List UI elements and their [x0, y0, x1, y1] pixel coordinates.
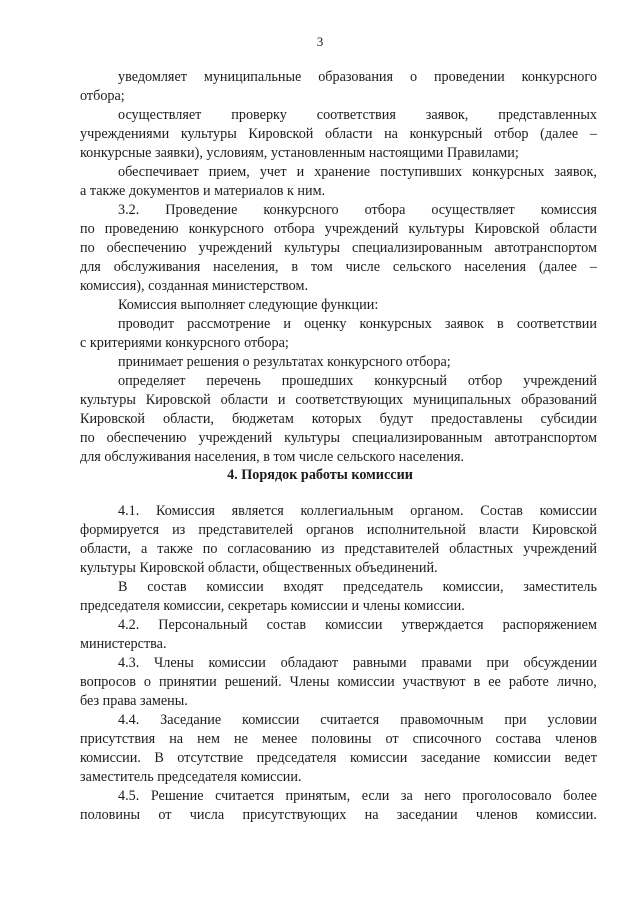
- word: области: [325, 126, 373, 142]
- word: В: [154, 750, 164, 766]
- word: если: [361, 788, 390, 804]
- word: области: [549, 221, 597, 237]
- word: присутствия: [80, 731, 156, 747]
- word: принятии: [158, 674, 217, 690]
- word: участвуют: [402, 674, 466, 690]
- word: списочного: [412, 731, 482, 747]
- word: правами: [421, 655, 472, 671]
- word: присутствующих: [242, 807, 347, 823]
- word: обеспечивает: [118, 164, 199, 180]
- word: проголосовало: [462, 788, 552, 804]
- word: конкурсных: [359, 316, 432, 332]
- word: комиссии: [242, 712, 300, 728]
- word: считается: [215, 788, 274, 804]
- word: –: [589, 126, 597, 142]
- word: области: [220, 392, 269, 408]
- word: прошедших: [281, 373, 354, 389]
- word: для: [80, 259, 101, 275]
- text-line: [80, 239, 597, 258]
- text-line: Комиссия выполняет следующие функции:: [118, 297, 379, 313]
- word: комиссии: [349, 750, 408, 766]
- word: обсуждении: [523, 655, 597, 671]
- word: учет: [259, 164, 287, 180]
- word: входят: [283, 579, 324, 595]
- word: специализированным: [352, 240, 483, 256]
- word: Кировской: [145, 392, 211, 408]
- word: принятым,: [285, 788, 351, 804]
- word: исполнительной: [366, 522, 466, 538]
- word: и: [296, 164, 305, 180]
- text-line: [118, 106, 597, 125]
- word: автотранспортом: [494, 240, 597, 256]
- word: ее: [488, 674, 501, 690]
- text-line: [118, 711, 597, 730]
- word: него: [424, 788, 451, 804]
- word: председатель: [343, 579, 423, 595]
- word: органом.: [410, 503, 464, 519]
- word: половины: [311, 731, 372, 747]
- text-line: [118, 502, 597, 521]
- word: согласованию: [227, 541, 312, 557]
- text-line: [118, 616, 597, 635]
- word: областных: [449, 541, 514, 557]
- word: муниципальных: [412, 392, 512, 408]
- word: вопросов: [80, 674, 136, 690]
- word: состав: [266, 617, 307, 633]
- word: по: [80, 221, 95, 237]
- word: Члены: [289, 674, 330, 690]
- word: В: [118, 579, 128, 595]
- word: 4.1.: [118, 503, 140, 519]
- word: Кировской: [531, 522, 597, 538]
- word: правомочным: [400, 712, 484, 728]
- text-line: принимает решения о результатах конкурсного отбора;: [118, 354, 451, 370]
- word: представленных: [498, 107, 597, 123]
- word: 4.2.: [118, 617, 140, 633]
- word: власти: [478, 522, 519, 538]
- word: перечень: [206, 373, 261, 389]
- word: за: [400, 788, 413, 804]
- text-line: [118, 68, 597, 87]
- word: обеспечению: [106, 240, 187, 256]
- word: –: [589, 259, 597, 275]
- word: комиссии.: [536, 807, 597, 823]
- word: заявок,: [554, 164, 597, 180]
- text-line: [80, 749, 597, 768]
- word: формируется: [80, 522, 160, 538]
- word: более: [563, 788, 597, 804]
- text-line: [118, 163, 597, 182]
- word: условии: [547, 712, 597, 728]
- word: при: [504, 712, 527, 728]
- word: соответствия: [316, 107, 396, 123]
- word: в: [473, 674, 481, 690]
- section-heading: 4. Порядок работы комиссии: [227, 467, 413, 483]
- word: от: [385, 731, 399, 747]
- word: сельского: [392, 259, 452, 275]
- word: области,: [162, 411, 214, 427]
- word: на: [169, 731, 184, 747]
- word: обеспечению: [106, 430, 187, 446]
- word: равными: [352, 655, 407, 671]
- word: автотранспортом: [494, 430, 597, 446]
- word: комиссии: [539, 503, 597, 519]
- text-line: [80, 429, 597, 448]
- word: по: [80, 240, 95, 256]
- word: культуры: [408, 221, 465, 237]
- word: прием,: [208, 164, 250, 180]
- text-line: конкурсные заявки), условиям, установленным настоящими Правилами;: [80, 145, 519, 161]
- text-line: [118, 654, 597, 673]
- word: комиссии: [337, 674, 395, 690]
- word: осуществляет: [431, 202, 515, 218]
- word: Состав: [480, 503, 523, 519]
- word: хранение: [314, 164, 371, 180]
- word: учреждений: [198, 430, 273, 446]
- word: в: [291, 259, 299, 275]
- text-line: без права замены.: [80, 693, 188, 709]
- word: бюджетам: [231, 411, 294, 427]
- word: по: [80, 430, 95, 446]
- word: уведомляет: [118, 69, 187, 85]
- word: учреждений: [523, 373, 597, 389]
- word: (далее: [538, 259, 577, 275]
- word: оценку: [304, 316, 347, 332]
- word: комиссии,: [442, 579, 504, 595]
- text-line: с критериями конкурсного отбора;: [80, 335, 289, 351]
- word: культуры: [284, 430, 341, 446]
- word: соответствии: [516, 316, 597, 332]
- word: комиссии: [208, 655, 266, 671]
- word: отбора: [273, 221, 315, 237]
- text-line: [80, 806, 597, 825]
- word: не: [233, 731, 248, 747]
- word: Заседание: [160, 712, 222, 728]
- word: в: [497, 316, 504, 332]
- word: работе: [508, 674, 549, 690]
- word: представителей: [344, 541, 440, 557]
- text-line: [80, 258, 597, 277]
- word: от: [158, 807, 172, 823]
- text-line: [80, 220, 597, 239]
- text-line: [118, 578, 597, 597]
- word: заместитель: [523, 579, 597, 595]
- word: 4.5.: [118, 788, 140, 804]
- word: Комиссия: [156, 503, 215, 519]
- word: соответствующих: [295, 392, 404, 408]
- word: осуществляет: [118, 107, 202, 123]
- word: проверку: [231, 107, 287, 123]
- word: культуры: [284, 240, 341, 256]
- text-line: [80, 521, 597, 540]
- word: образования: [318, 69, 394, 85]
- word: Кировской: [80, 411, 146, 427]
- word: о: [143, 674, 151, 690]
- text-line: [118, 372, 597, 391]
- word: председателя: [256, 750, 337, 766]
- word: заявок,: [425, 107, 469, 123]
- word: членов: [475, 807, 518, 823]
- word: рассмотрение: [187, 316, 271, 332]
- word: конкурсный: [374, 373, 447, 389]
- text-line: [80, 673, 597, 692]
- word: из: [321, 541, 335, 557]
- word: проведению: [104, 221, 179, 237]
- word: муниципальные: [203, 69, 302, 85]
- word: заявок: [444, 316, 484, 332]
- text-line: комиссия), созданная министерством.: [80, 278, 308, 294]
- word: учреждений: [324, 221, 399, 237]
- word: является: [231, 503, 284, 519]
- word: представителей: [198, 522, 294, 538]
- word: заседание: [420, 750, 481, 766]
- word: комиссия: [540, 202, 597, 218]
- word: учреждениями: [80, 126, 170, 142]
- word: считается: [320, 712, 380, 728]
- word: отбор: [494, 126, 529, 142]
- text-line: [118, 201, 597, 220]
- word: утверждается: [401, 617, 484, 633]
- text-line: председателя комиссии, секретарь комиссии и члены комиссии.: [80, 598, 465, 614]
- word: распоряжением: [502, 617, 597, 633]
- word: на: [364, 807, 379, 823]
- word: области,: [80, 541, 131, 557]
- word: комиссии: [493, 750, 552, 766]
- word: учреждений: [523, 541, 597, 557]
- word: (далее: [540, 126, 579, 142]
- word: обладают: [280, 655, 339, 671]
- text-line: министерства.: [80, 636, 167, 652]
- word: предоставлены: [431, 411, 523, 427]
- word: культуры: [80, 392, 136, 408]
- word: состава: [495, 731, 542, 747]
- word: конкурсный: [409, 126, 483, 142]
- word: числа: [189, 807, 225, 823]
- word: ведет: [564, 750, 597, 766]
- word: коллегиальным: [300, 503, 394, 519]
- word: членов: [555, 731, 597, 747]
- text-line: заместитель председателя комиссии.: [80, 769, 302, 785]
- word: Кировской: [248, 126, 314, 142]
- word: Персональный: [158, 617, 248, 633]
- word: комиссии: [325, 617, 383, 633]
- word: конкурсных: [472, 164, 545, 180]
- text-line: [118, 787, 597, 806]
- word: при: [486, 655, 509, 671]
- word: проведении: [433, 69, 505, 85]
- word: и: [283, 316, 291, 332]
- word: о: [409, 69, 418, 85]
- word: субсидии: [540, 411, 597, 427]
- word: населения: [464, 259, 527, 275]
- word: Кировской: [474, 221, 540, 237]
- word: решений.: [224, 674, 282, 690]
- word: будут: [379, 411, 414, 427]
- page-number: 3: [316, 34, 324, 49]
- word: Решение: [150, 788, 204, 804]
- word: 4.4.: [118, 712, 140, 728]
- word: на: [384, 126, 398, 142]
- word: конкурсного: [521, 69, 597, 85]
- word: специализированным: [352, 430, 483, 446]
- text-line: отбора;: [80, 88, 125, 104]
- word: обслуживания: [113, 259, 201, 275]
- text-line: [80, 540, 597, 559]
- text-line: [80, 391, 597, 410]
- word: нем: [197, 731, 220, 747]
- text-line: [80, 125, 597, 144]
- word: Проведение: [165, 202, 238, 218]
- word: состав: [147, 579, 187, 595]
- word: конкурсного: [263, 202, 339, 218]
- word: населения,: [213, 259, 279, 275]
- text-line: [80, 410, 597, 429]
- word: и: [277, 392, 286, 408]
- word: Члены: [154, 655, 194, 671]
- word: 3.2.: [118, 202, 140, 218]
- word: по: [202, 541, 218, 557]
- word: комиссии.: [80, 750, 141, 766]
- text-line: а также документов и материалов к ним.: [80, 183, 326, 199]
- word: культуры: [180, 126, 237, 142]
- word: проводит: [118, 316, 175, 332]
- text-line: для обслуживания населения, в том числе сельского населения.: [80, 449, 465, 465]
- word: половины: [80, 807, 141, 823]
- word: менее: [261, 731, 298, 747]
- word: конкурсного: [188, 221, 264, 237]
- word: учреждений: [198, 240, 273, 256]
- word: комиссии: [206, 579, 264, 595]
- word: органов: [306, 522, 354, 538]
- word: том: [310, 259, 333, 275]
- word: заседании: [396, 807, 458, 823]
- word: лично,: [556, 674, 597, 690]
- word: а: [140, 541, 148, 557]
- word: определяет: [118, 373, 186, 389]
- text-line: [80, 730, 597, 749]
- word: числе: [345, 259, 381, 275]
- word: отсутствие: [177, 750, 244, 766]
- text-line: культуры Кировской области, общественных объединений.: [80, 560, 438, 576]
- word: которых: [311, 411, 362, 427]
- word: поступивших: [380, 164, 463, 180]
- word: образований: [521, 392, 597, 408]
- word: отбор: [467, 373, 503, 389]
- text-line: [118, 315, 597, 334]
- word: также: [157, 541, 193, 557]
- word: из: [172, 522, 186, 538]
- word: 4.3.: [118, 655, 140, 671]
- word: отбора: [364, 202, 406, 218]
